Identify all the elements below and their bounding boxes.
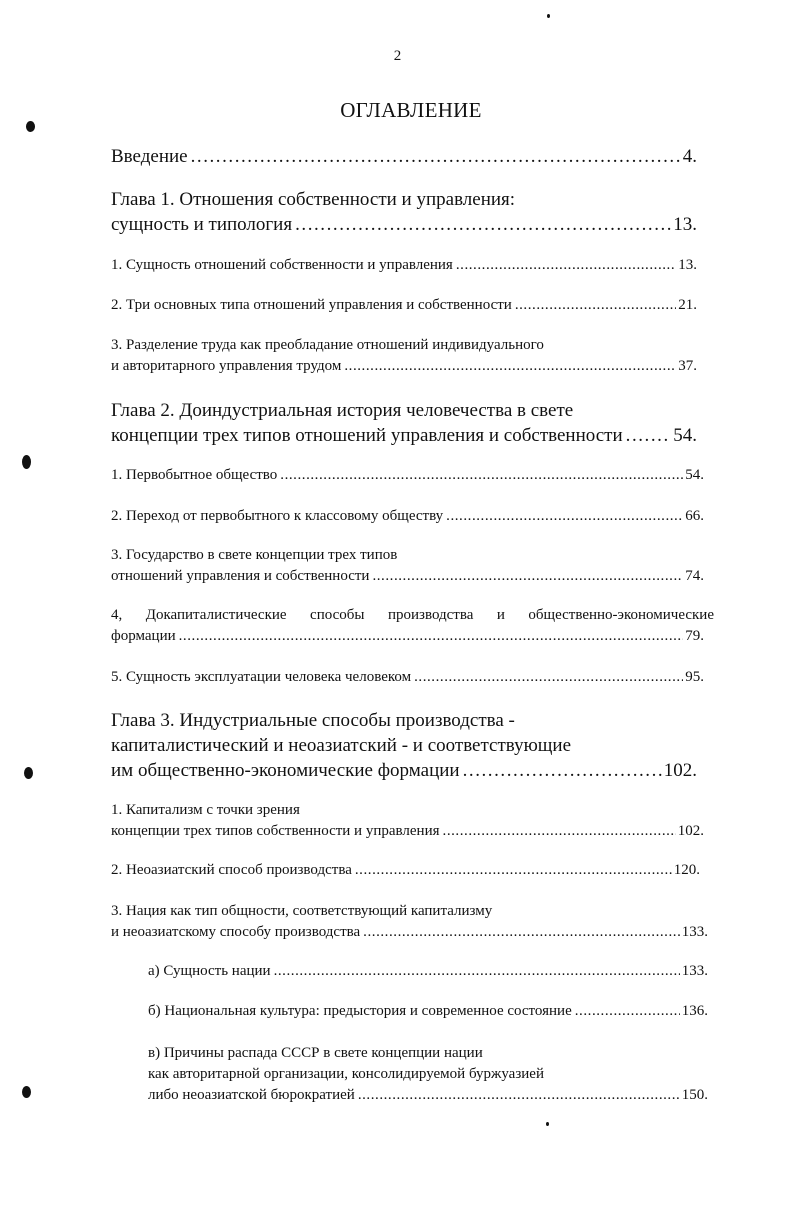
toc-entry-page: 136. <box>681 1003 708 1019</box>
toc-entry-3-3 <box>111 904 708 940</box>
toc-entry-label: 5. Сущность эксплуатации человека человеком <box>111 669 412 685</box>
scan-speck <box>22 1086 31 1098</box>
dot-leader <box>446 509 683 524</box>
toc-entry-2-3 <box>111 548 704 584</box>
toc-entry-page: 74. <box>685 568 704 584</box>
dot-leader <box>191 147 681 166</box>
toc-entry-page: 13. <box>678 257 697 273</box>
toc-entry-label: Глава 3. Индустриальные способы производства - <box>111 710 515 731</box>
toc-entry-label: Глава 2. Доиндустриальная история человечества в свете <box>111 400 574 421</box>
toc-entry-page: 133. <box>681 924 708 940</box>
toc-entry-label: 1. Капитализм с точки зрения <box>111 802 300 818</box>
dot-leader <box>358 1088 680 1103</box>
toc-title: ОГЛАВЛЕНИЕ <box>340 98 482 122</box>
toc-entry-label: 2. Неоазиатский способ производства <box>111 862 352 878</box>
toc-entry-label: концепции трех типов отношений управления и собственности <box>111 425 623 446</box>
toc-entry-1-2 <box>111 298 697 313</box>
toc-entry-label: отношений управления и собственности <box>111 568 370 584</box>
toc-entry-label: б) Национальная культура: предыстория и современное состояние <box>148 1003 572 1019</box>
toc-entry-page: 95. <box>685 669 704 685</box>
scan-speck <box>22 455 31 469</box>
dot-leader <box>414 670 683 685</box>
toc-entry-1-1 <box>111 258 697 273</box>
toc-entry-page: 54. <box>685 467 704 483</box>
toc-entry-label: им общественно-экономические формации <box>111 760 460 781</box>
dot-leader <box>344 359 676 374</box>
toc-entry-2-2 <box>111 509 704 524</box>
toc-entry-page: 133. <box>681 963 708 979</box>
toc-entry-label: и авторитарного управления трудом <box>111 358 342 374</box>
toc-entry-1-3 <box>111 338 697 374</box>
toc-entry-label: Введение <box>111 146 188 167</box>
toc-entry-label: и неоазиатскому способу производства <box>111 924 361 940</box>
dot-leader <box>355 863 672 878</box>
toc-entry-2-4 <box>111 608 714 644</box>
toc-entry-3-3-a <box>148 964 708 979</box>
dot-leader <box>626 426 672 445</box>
scan-speck <box>546 1122 549 1126</box>
scan-speck <box>24 767 33 779</box>
toc-entry-label: 3. Нация как тип общности, соответствующий капитализму <box>111 903 493 919</box>
dot-leader <box>443 824 676 839</box>
toc-entry-label: 2. Три основных типа отношений управления и собственности <box>111 297 512 313</box>
toc-entry-label: 2. Переход от первобытного к классовому обществу <box>111 508 444 524</box>
toc-entry-label: формации <box>111 628 176 644</box>
toc-entry-label: 3. Разделение труда как преобладание отношений индивидуального <box>111 337 544 353</box>
toc-entry-3-3-c <box>148 1046 708 1103</box>
toc-entry-introduction <box>111 147 697 166</box>
toc-entry-3-2 <box>111 863 700 878</box>
toc-entry-label: 1. Первобытное общество <box>111 467 278 483</box>
toc-entry-label: концепции трех типов собственности и управления <box>111 823 440 839</box>
dot-leader <box>372 569 683 584</box>
toc-entry-2-1 <box>111 468 704 483</box>
dot-leader <box>280 468 683 483</box>
toc-entry-label: а) Сущность нации <box>148 963 271 979</box>
toc-entry-page: 150. <box>681 1087 708 1103</box>
toc-entry-label: в) Причины распада СССР в свете концепции нации <box>148 1045 483 1061</box>
toc-entry-page: 102. <box>663 760 697 781</box>
dot-leader <box>575 1004 680 1019</box>
toc-entry-2-5 <box>111 670 704 685</box>
toc-entry-page: 37. <box>678 358 697 374</box>
toc-entry-label: 4, Докапиталистические способы производства и общественно-экономические <box>111 607 714 623</box>
toc-entry-page: 79. <box>685 628 704 644</box>
toc-entry-label: капиталистический и неоазиатский - и соответствующие <box>111 735 572 756</box>
dot-leader <box>456 258 676 273</box>
page-number: 2 <box>393 48 402 64</box>
toc-entry-chapter-1 <box>111 190 697 234</box>
toc-entry-label: 1. Сущность отношений собственности и управления <box>111 257 453 273</box>
dot-leader <box>295 215 671 234</box>
toc-entry-page: 4. <box>682 146 697 167</box>
dot-leader <box>363 925 680 940</box>
dot-leader <box>179 629 684 644</box>
scan-speck <box>547 14 550 18</box>
toc-entry-page: 54. <box>673 425 697 446</box>
toc-entry-page: 21. <box>678 297 697 313</box>
toc-entry-page: 66. <box>685 508 704 524</box>
toc-entry-page: 13. <box>673 214 697 235</box>
toc-entry-label: Глава 1. Отношения собственности и управления: <box>111 189 516 210</box>
dot-leader <box>274 964 680 979</box>
scan-speck <box>26 121 35 132</box>
dot-leader <box>463 761 662 780</box>
toc-entry-page: 102. <box>677 823 704 839</box>
toc-entry-3-3-b <box>148 1004 708 1019</box>
toc-entry-chapter-3 <box>111 711 697 780</box>
toc-entry-label: сущность и типология <box>111 214 293 235</box>
toc-entry-label: как авторитарной организации, консолидируемой буржуазией <box>148 1066 544 1082</box>
toc-entry-3-1 <box>111 803 704 839</box>
toc-entry-label: 3. Государство в свете концепции трех типов <box>111 547 398 563</box>
toc-entry-page: 120. <box>673 862 700 878</box>
toc-entry-chapter-2 <box>111 401 697 445</box>
toc-entry-label: либо неоазиатской бюрократией <box>148 1087 355 1103</box>
dot-leader <box>515 298 676 313</box>
